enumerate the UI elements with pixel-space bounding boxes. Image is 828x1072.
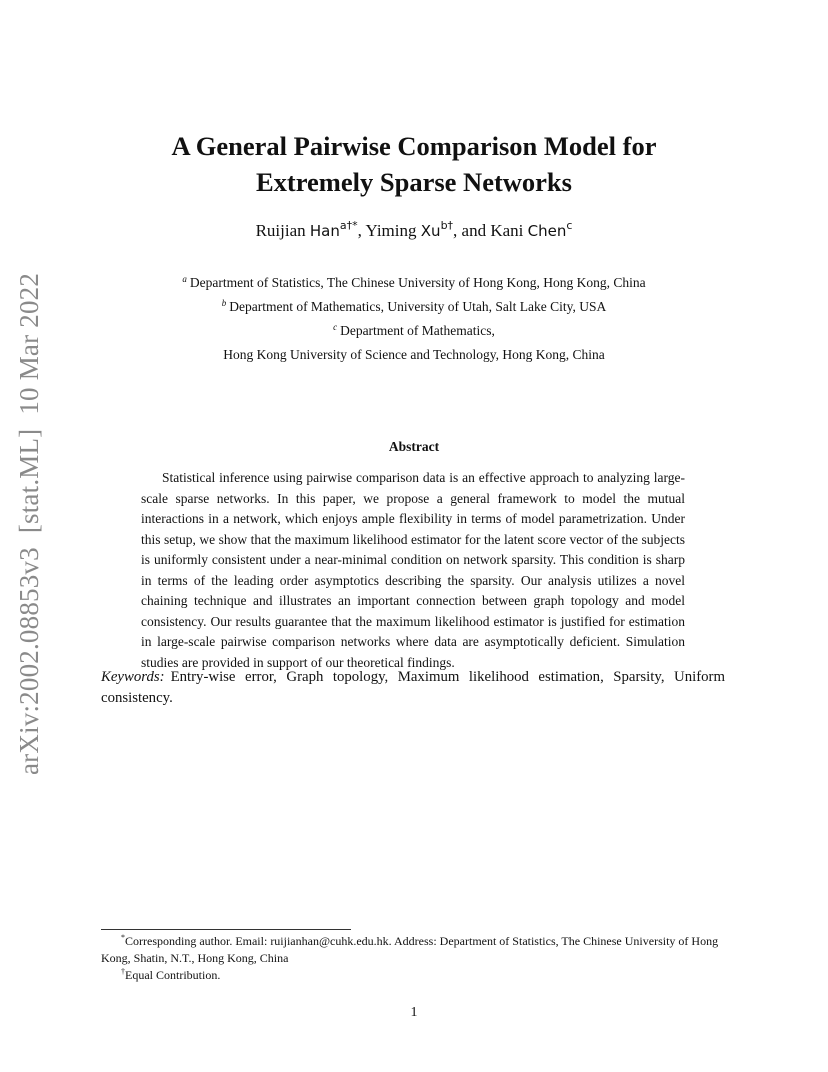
author-first-name: Yiming (365, 221, 417, 240)
affiliation-text: Department of Statistics, The Chinese University of Hong Kong, Hong Kong, China (189, 275, 646, 290)
paper-title (100, 128, 728, 200)
arxiv-category: [stat.ML] (14, 428, 44, 534)
affiliation (100, 295, 728, 319)
author-separator: , and (453, 221, 491, 240)
arxiv-id: arXiv:2002.08853v3 (14, 547, 44, 775)
author-first-name: Kani (490, 221, 524, 240)
footnote-text: Corresponding author. Email: ruijianhan@cuhk.edu.hk. Address: Department of Statistics, The Chinese University of Hong Kong, Shatin, N.T., Hong Kong, China (101, 934, 719, 965)
author-first-name: Ruijian (255, 221, 306, 240)
author-last-name: Han (309, 222, 340, 240)
author-list (100, 219, 728, 243)
footnote (101, 967, 725, 984)
footnote-mark: * (121, 933, 125, 942)
arxiv-identifier (14, 259, 45, 775)
footnote (101, 933, 725, 967)
affiliation-text: Department of Mathematics, (340, 323, 495, 338)
author-marks: c (566, 219, 573, 232)
keywords-text: Entry-wise error, Graph topology, Maximum likelihood estimation, Sparsity, Uniform consistency. (101, 669, 725, 706)
author-separator: , (357, 221, 366, 240)
keywords-label: Keywords: (101, 669, 165, 685)
affiliation (100, 319, 728, 343)
abstract-heading: Abstract (388, 439, 440, 454)
affiliation-mark: b (221, 298, 227, 308)
affiliation-mark: c (333, 322, 338, 332)
author-marks: a†* (339, 219, 358, 232)
author-marks: b† (440, 219, 454, 232)
affiliation-mark: a (182, 274, 187, 284)
arxiv-date: 10 Mar 2022 (14, 272, 44, 415)
affiliation (100, 343, 728, 367)
abstract-text: Statistical inference using pairwise comparison data is an effective approach to analyzing large-scale sparse networks. In this paper, we propose a general framework to model the mutual interactions in a network, which enjoys ample flexibility in terms of model parametrization. Under this setup, we show that the maximum likelihood estimator for the latent score vector of the subjects is uniformly consistent under a near-minimal condition on network sparsity. This condition is sharp in terms of the leading order asymptotics describing the sparsity. Our analysis utilizes a novel chaining technique and illustrates an important connection between graph topology and model consistency. Our results guarantee that the maximum likelihood estimator is justified for estimation in large-scale pairwise comparison networks where data are asymptotically deficient. Simulation studies are provided in support of our theoretical findings. (141, 470, 685, 670)
title-line-2: Extremely Sparse Networks (256, 167, 572, 197)
page-number: 1 (410, 1005, 418, 1020)
footnote-text: Equal Contribution. (125, 968, 221, 982)
title-line-1: A General Pairwise Comparison Model for (171, 131, 657, 161)
affiliation-list (100, 271, 728, 367)
footnotes (101, 933, 725, 984)
affiliation (100, 271, 728, 295)
footnote-mark: † (121, 967, 125, 976)
affiliation-text: Department of Mathematics, University of Utah, Salt Lake City, USA (229, 299, 607, 314)
keywords (101, 667, 725, 709)
footnote-divider (101, 929, 351, 930)
author-last-name: Chen (527, 222, 567, 240)
author-last-name: Xu (420, 222, 441, 240)
affiliation-text: Hong Kong University of Science and Technology, Hong Kong, China (223, 347, 605, 362)
